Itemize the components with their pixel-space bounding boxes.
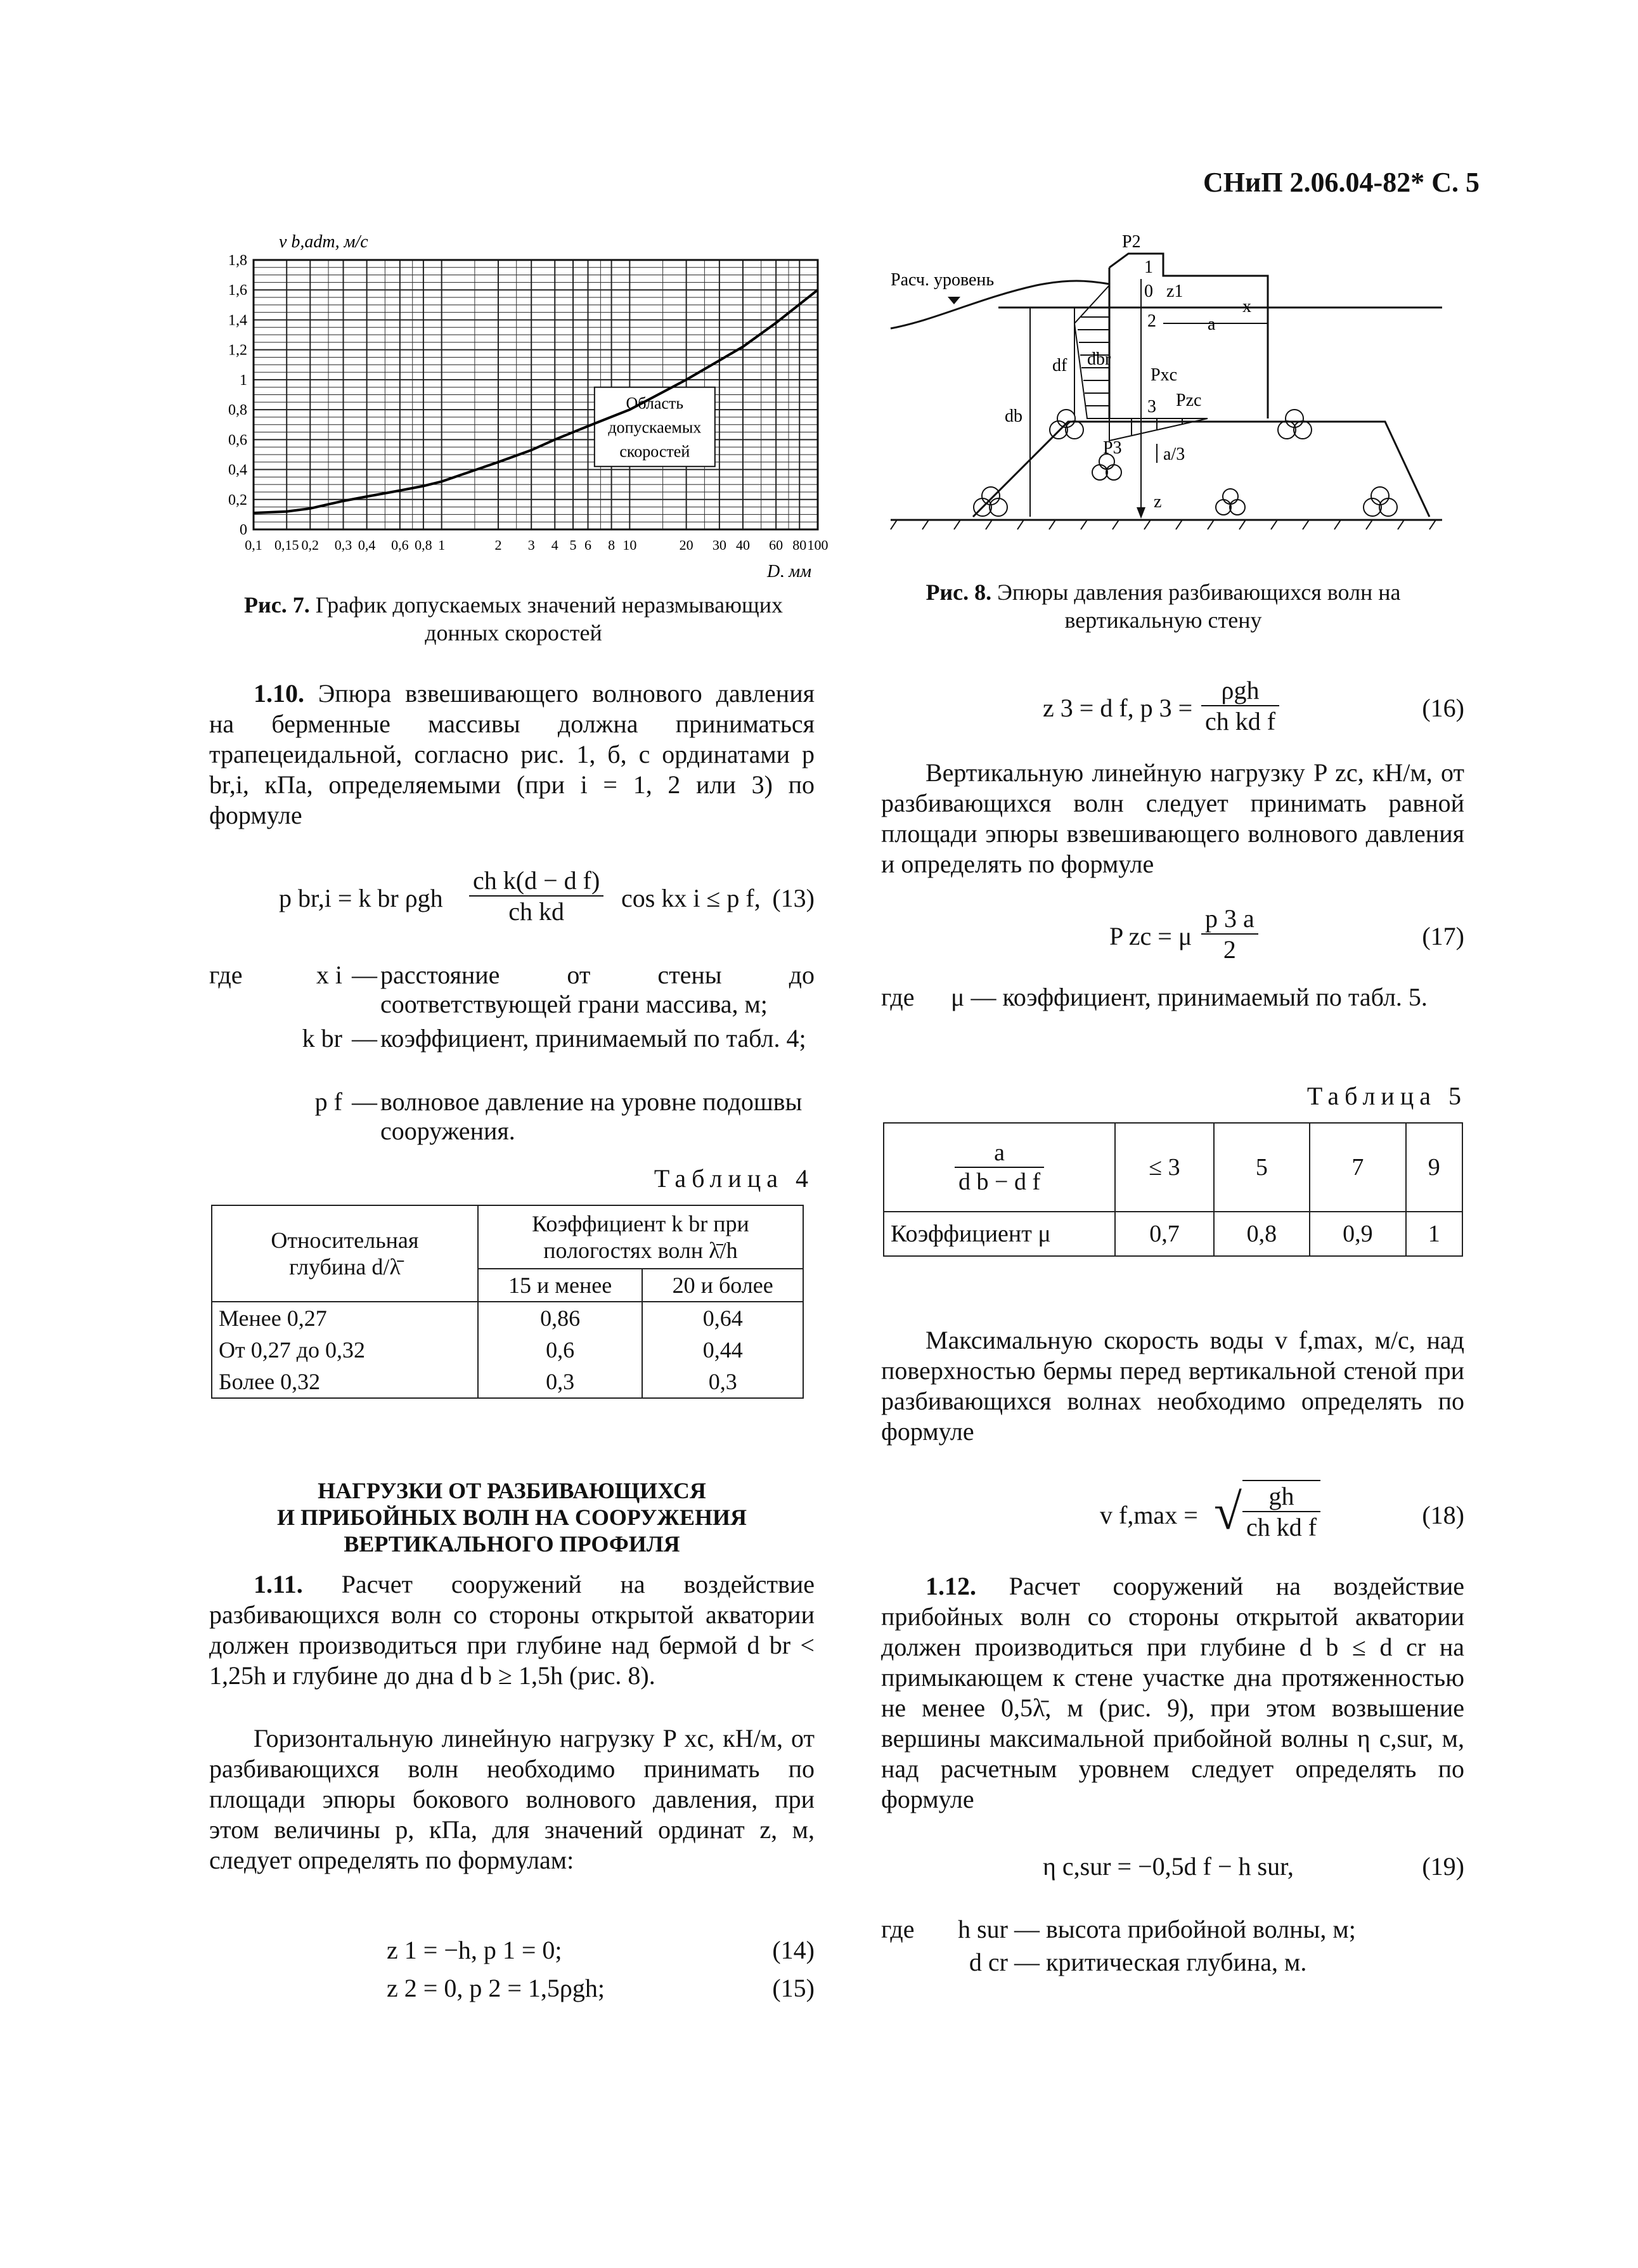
fig8-caption — [884, 578, 1442, 634]
figure-7 — [209, 222, 843, 577]
fig8-caption-text: Эпюры давления разбивающихся волн на вертикальную стену — [997, 580, 1401, 633]
def-text: — высота прибойной волны, м; — [1014, 1915, 1356, 1943]
eq18-den: ch kd f — [1246, 1513, 1317, 1541]
table4-head-col1 — [212, 1205, 478, 1302]
equation-13 — [279, 865, 815, 935]
eq19-body: η c,sur = −0,5d f − h sur, — [1043, 1852, 1294, 1881]
x-tick-label: 40 — [735, 537, 750, 553]
eq13-number: (13) — [772, 884, 815, 912]
table4-cell: 0,64 — [642, 1302, 803, 1334]
eq13-den: ch kd — [508, 897, 565, 926]
eq15-number: (15) — [772, 1974, 815, 2002]
def-symbol: k br — [302, 1024, 342, 1053]
fig8-label: a — [1208, 314, 1216, 334]
table5-head: 7 — [1310, 1123, 1405, 1212]
x-tick-label: 0,1 — [245, 537, 262, 553]
eq18-lhs: v f,max = — [1100, 1501, 1198, 1529]
heading-line: НАГРУЗКИ ОТ РАЗБИВАЮЩИХСЯ — [318, 1478, 706, 1503]
section-heading — [209, 1477, 815, 1557]
def-symbol: p f — [314, 1087, 342, 1116]
y-tick-label: 1,8 — [228, 252, 247, 269]
def-dash: — — [352, 961, 377, 989]
section-1-12 — [881, 1571, 1464, 1815]
x-tick-label: 100 — [807, 537, 829, 553]
equation-18 — [881, 1477, 1464, 1553]
eq16-den: ch kd f — [1205, 707, 1276, 735]
equation-17 — [881, 904, 1464, 973]
page-header: СНиП 2.06.04-82* С. 5 — [1203, 167, 1480, 198]
fig8-label: P3 — [1103, 438, 1122, 458]
x-tick-label: 4 — [551, 537, 558, 553]
table4-cell: От 0,27 до 0,32 — [212, 1334, 478, 1366]
y-tick-label: 1,4 — [228, 312, 247, 329]
equation-19 — [881, 1851, 1464, 1883]
table4-cell: 0,3 — [642, 1366, 803, 1398]
def-text: — критическая глубина, м. — [1014, 1948, 1307, 1976]
table5-cell: 0,7 — [1115, 1212, 1214, 1256]
right-paragraph-vmax: Максимальную скорость воды v f,max, м/с, над поверхностью бермы перед вертикальной стеной при разбивающихся волнах необходимо определять по формуле — [881, 1326, 1464, 1446]
eq17-den: 2 — [1223, 935, 1236, 964]
y-tick-label: 0,6 — [228, 432, 247, 449]
x-tick-label: 20 — [679, 537, 693, 553]
eq17-lhs: P zc = μ — [1109, 922, 1192, 950]
fig8-label: z — [1154, 492, 1162, 512]
x-tick-label: 30 — [712, 537, 726, 553]
eq14-number: (14) — [772, 1936, 815, 1964]
table4-title: Таблица 4 — [654, 1164, 814, 1193]
y-axis-label: v b,adm, м/с — [279, 232, 368, 252]
table4-head-col1-line: глубина d/λ̄ — [289, 1254, 401, 1280]
eq17-number: (17) — [1422, 922, 1464, 950]
region-label: допускаемых — [608, 418, 702, 437]
fig8-diagram — [878, 228, 1448, 545]
eq18-number: (18) — [1422, 1501, 1464, 1529]
x-tick-label: 5 — [569, 537, 577, 553]
eq17-num: p 3 a — [1201, 904, 1258, 935]
y-tick-label: 1,6 — [228, 282, 247, 299]
x-tick-label: 60 — [769, 537, 784, 553]
eq19-number: (19) — [1422, 1852, 1464, 1881]
x-tick-label: 8 — [608, 537, 616, 553]
table4-head-group-line: пологостях волн λ̄/h — [543, 1238, 738, 1263]
def-text: волновое давление на уровне подошвы сооружения. — [380, 1087, 803, 1145]
equation-14 — [209, 1935, 815, 1967]
where-label: где — [209, 961, 243, 989]
x-tick-label: 3 — [527, 537, 535, 553]
table5-head: ≤ 3 — [1115, 1123, 1214, 1212]
table-4 — [211, 1205, 804, 1399]
fig8-label: db — [1005, 406, 1022, 426]
table5-head: 5 — [1214, 1123, 1310, 1212]
eq19-definitions — [881, 1915, 1464, 1985]
table4-head-sub1: 15 и менее — [478, 1269, 643, 1302]
table4-cell: 0,44 — [642, 1334, 803, 1366]
table5-cell: 0,8 — [1214, 1212, 1310, 1256]
figure-8 — [878, 228, 1448, 545]
z-arrow-icon — [1137, 507, 1145, 519]
x-tick-label: 80 — [792, 537, 807, 553]
heading-line: ВЕРТИКАЛЬНОГО ПРОФИЛЯ — [344, 1531, 680, 1557]
fig8-level-label: Расч. уровень — [891, 270, 995, 290]
x-tick-label: 0,6 — [391, 537, 409, 553]
section-1-12-num: 1.12. — [925, 1572, 976, 1600]
table-5 — [883, 1122, 1463, 1257]
eq14-body: z 1 = −h, p 1 = 0; — [387, 1936, 562, 1964]
table-row — [212, 1334, 803, 1366]
x-tick-label: 0,2 — [301, 537, 319, 553]
data-line — [254, 290, 818, 513]
eq16-lhs: z 3 = d f, p 3 = — [1043, 694, 1193, 722]
x-tick-label: 0,3 — [334, 537, 352, 553]
table5-row-label: Коэффициент μ — [884, 1212, 1115, 1256]
section-1-11-p2: Горизонтальную линейную нагрузку P xc, кН/м, от разбивающихся волн необходимо принимать по площади эпюры бокового волнового давления, при этом величины p, кПа, для значений ординат z, м, следует определять по формулам: — [209, 1724, 815, 1874]
table4-cell: Менее 0,27 — [212, 1302, 478, 1334]
rubble-mound — [973, 422, 1429, 517]
fig8-label: 1 — [1144, 257, 1153, 277]
table-row — [212, 1302, 803, 1334]
level-marker-icon — [948, 297, 960, 304]
fig8-label: a/3 — [1163, 444, 1185, 464]
region-label: скоростей — [619, 442, 690, 461]
fig8-label: z1 — [1166, 282, 1183, 301]
table4-head-sub2: 20 и более — [642, 1269, 803, 1302]
eq16-num: ρgh — [1201, 675, 1279, 706]
fig8-label: Pzc — [1176, 391, 1202, 410]
where-label: где — [881, 983, 915, 1011]
section-1-10-text: Эпюра взвешивающего волнового давления на берменные массивы должна приниматься трапецеидальной, согласно рис. 1, б, с ординатами p br,i, кПа, определяемыми (при i = 1, 2 или 3) по формуле — [209, 679, 815, 829]
table5-cell: 1 — [1406, 1212, 1462, 1256]
fig8-label: df — [1052, 356, 1067, 375]
def-text: расстояние от стены до соответствующей грани массива, м; — [380, 961, 815, 1018]
table5-head: 9 — [1406, 1123, 1462, 1212]
def-symbol: h sur — [958, 1915, 1008, 1943]
eq16-frac — [1201, 675, 1279, 736]
stones — [974, 410, 1397, 516]
table5-title: Таблица 5 — [1306, 1082, 1467, 1110]
y-tick-label: 1 — [240, 372, 247, 389]
eq16-number: (16) — [1422, 694, 1464, 722]
table4-cell: 0,86 — [478, 1302, 643, 1334]
section-1-11 — [209, 1569, 815, 1691]
eq13-num: ch k(d − d f) — [469, 865, 603, 897]
table5-head-ratio — [884, 1123, 1115, 1212]
y-tick-label: 0,8 — [228, 402, 247, 419]
x-axis-label: D, мм — [767, 562, 811, 577]
table-row — [884, 1212, 1462, 1256]
fig8-label: x — [1242, 297, 1251, 316]
fig8-label: Pxc — [1151, 365, 1177, 385]
region-label: Область — [626, 394, 684, 413]
table-row — [212, 1366, 803, 1398]
table5-cell: 0,9 — [1310, 1212, 1405, 1256]
fig8-label: 2 — [1147, 311, 1156, 331]
equation-16 — [881, 675, 1464, 745]
eq17-definitions — [881, 983, 1464, 1046]
x-tick-label: 1 — [438, 537, 446, 553]
table5-head-den: d b − d f — [958, 1169, 1041, 1195]
table4-head-group — [478, 1205, 803, 1269]
def-text: коэффициент, принимаемый по табл. 4; — [380, 1024, 806, 1053]
x-tick-label: 0,15 — [274, 537, 299, 553]
section-1-11-text: Расчет сооружений на воздействие разбивающихся волн со стороны открытой акватории должен производиться при глубине над бермой d br < 1,25h и глубине до дна d b ≥ 1,5h (рис. 8). — [209, 1570, 815, 1690]
def-dash: — — [352, 1024, 377, 1053]
section-1-12-text: Расчет сооружений на воздействие прибойных волн со стороны открытой акватории должен производиться при глубине d b ≤ d cr на примыкающем к стене участке дна протяженностью не менее 0,5λ̄, м (рис. 9), при этом возвышение вершины максимальной прибойной волны η c,sur, м, над расчетным уровнем следует определять по формуле — [881, 1572, 1465, 1813]
fig8-label: P2 — [1122, 232, 1141, 252]
eq17-frac — [1201, 904, 1258, 964]
fig8-label: 3 — [1147, 397, 1156, 417]
table5-head-frac — [955, 1139, 1044, 1196]
eq13-lhs: p br,i = k br ρgh — [279, 884, 443, 912]
where-label: где — [881, 1915, 915, 1943]
x-tick-label: 0,4 — [358, 537, 376, 553]
seabed-hatch — [891, 520, 1436, 529]
table5-head-num: a — [955, 1139, 1044, 1168]
x-tick-label: 2 — [494, 537, 502, 553]
fig8-label: 0 — [1144, 282, 1153, 301]
eq18-frac — [1242, 1480, 1320, 1542]
fig8-caption-num: Рис. 8. — [925, 580, 992, 605]
table4-head-col1-line: Относительная — [271, 1228, 419, 1253]
table4-cell: 0,6 — [478, 1334, 643, 1366]
y-tick-label: 0 — [240, 522, 247, 538]
fig7-chart — [209, 222, 843, 577]
fig7-caption — [209, 591, 818, 647]
equation-15 — [209, 1973, 815, 2005]
eq15-body: z 2 = 0, p 2 = 1,5ρgh; — [387, 1974, 605, 2002]
mu-definition: μ — коэффициент, принимаемый по табл. 5. — [951, 983, 1428, 1011]
def-dash: — — [352, 1087, 377, 1116]
y-tick-label: 0,4 — [228, 462, 247, 479]
x-tick-label: 0,8 — [415, 537, 432, 553]
table4-head-group-line: Коэффициент k br при — [532, 1211, 749, 1236]
fig7-caption-num: Рис. 7. — [244, 592, 310, 618]
fig8-label: dbr — [1087, 349, 1111, 369]
table4-cell: 0,3 — [478, 1366, 643, 1398]
y-tick-label: 0,2 — [228, 491, 247, 509]
table4-cell: Более 0,32 — [212, 1366, 478, 1398]
eq13-rhs: cos kx i ≤ p f, — [621, 884, 761, 912]
def-symbol: d cr — [969, 1948, 1008, 1976]
x-tick-label: 6 — [584, 537, 592, 553]
fig7-caption-text: График допускаемых значений неразмывающих донных скоростей — [315, 592, 783, 645]
def-symbol: x i — [316, 961, 342, 989]
heading-line: И ПРИБОЙНЫХ ВОЛН НА СООРУЖЕНИЯ — [276, 1505, 747, 1530]
y-tick-label: 1,2 — [228, 342, 247, 359]
section-1-10-num: 1.10. — [254, 679, 304, 708]
right-paragraph-pzc: Вертикальную линейную нагрузку P zc, кН/м, от разбивающихся волн следует принимать равной площади эпюры взвешивающего волнового давления и определять по формуле — [881, 758, 1464, 878]
x-tick-label: 10 — [622, 537, 637, 553]
section-1-10 — [209, 678, 815, 831]
eq13-frac — [469, 865, 603, 926]
eq18-num: gh — [1242, 1481, 1320, 1512]
sqrt-icon: √ — [1214, 1484, 1242, 1540]
section-1-11-num: 1.11. — [254, 1570, 303, 1598]
